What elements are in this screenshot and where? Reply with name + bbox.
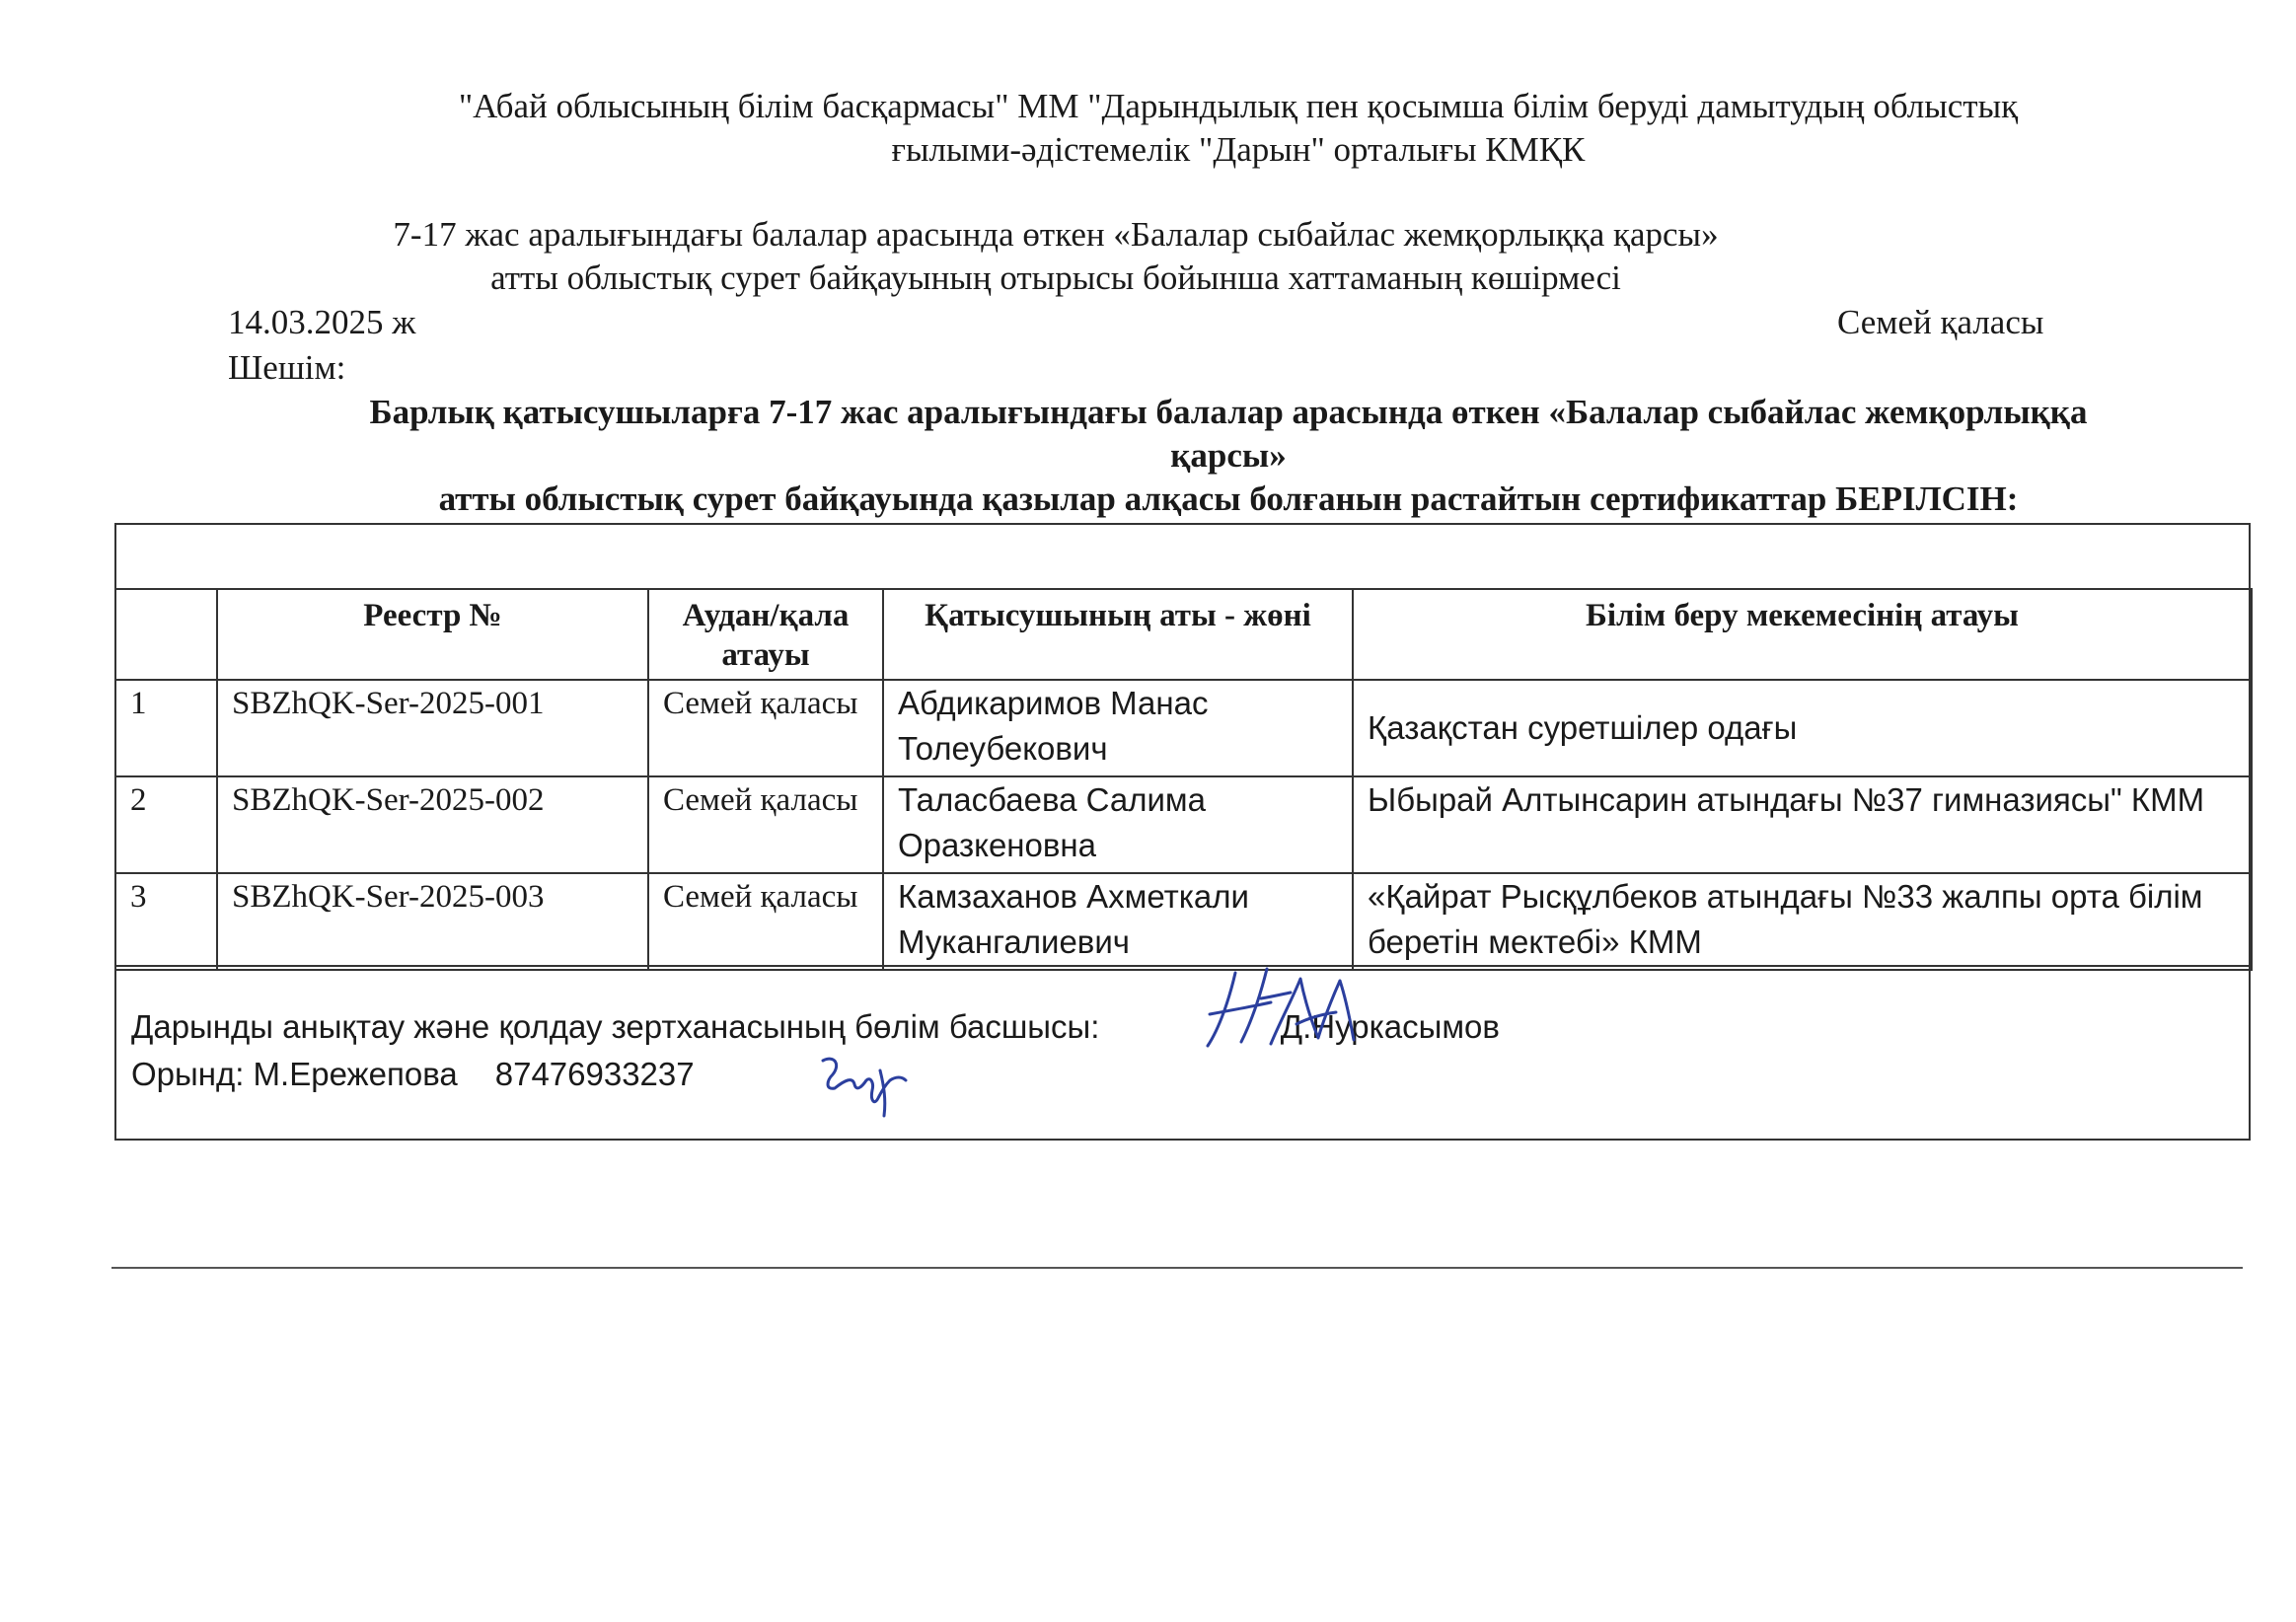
area-name: Семей қаласы: [648, 873, 883, 970]
executor-line: [131, 1056, 695, 1093]
participant-name: Камзаханов Ахметкали Мукангалиевич: [883, 873, 1353, 970]
institution-name: Ыбырай Алтынсарин атындағы №37 гимназиясы" КММ: [1353, 776, 2252, 873]
registry-number: SBZhQK-Ser-2025-001: [217, 680, 648, 776]
organization-line-2: ғылыми-әдістемелік "Дарын" орталығы КМҚК: [891, 130, 1586, 169]
registry-number: SBZhQK-Ser-2025-003: [217, 873, 648, 970]
table-top-band: [114, 523, 2251, 590]
row-number: 3: [115, 873, 217, 970]
executor-phone: 87476933237: [494, 1056, 695, 1092]
table-row: [115, 776, 2252, 873]
decision-line-2: қарсы»: [1170, 436, 1287, 475]
row-number: 1: [115, 680, 217, 776]
column-header-area: Аудан/қала атауы: [648, 589, 883, 680]
area-name: Семей қаласы: [648, 680, 883, 776]
area-name: Семей қаласы: [648, 776, 883, 873]
participant-name: Абдикаримов Манас Толеубекович: [883, 680, 1353, 776]
institution-name: «Қайрат Рысқұлбеков атындағы №33 жалпы орта білім беретін мектебі» КММ: [1353, 873, 2252, 970]
executor-label: Орынд: М.Ережепова: [131, 1056, 458, 1092]
executor-signature-icon: [815, 1051, 914, 1120]
organization-heading: [178, 85, 2296, 172]
registry-number: SBZhQK-Ser-2025-002: [217, 776, 648, 873]
institution-name: Қазақстан суретшілер одағы: [1353, 680, 2252, 776]
decision-label: Шешім:: [228, 348, 346, 387]
column-header-participant: Қатысушының аты - жөні: [883, 589, 1353, 680]
head-signature-icon: [1202, 959, 1360, 1058]
decision-text: [266, 391, 2190, 521]
document-title: [178, 213, 1934, 300]
department-head-name: Д.Нуркасымов: [1280, 1008, 1500, 1045]
table-row: [115, 873, 2252, 970]
column-header-institution: Білім беру мекемесінің атауы: [1353, 589, 2252, 680]
department-head-label: Дарынды анықтау және қолдау зертханасының бөлім басшысы:: [131, 1008, 1100, 1045]
decision-line-1: Барлық қатысушыларға 7-17 жас аралығындағы балалар арасында өткен «Балалар сыбайлас жемқорлыққа: [369, 393, 2088, 431]
row-number: 2: [115, 776, 217, 873]
title-line-1: 7-17 жас аралығындағы балалар арасында өткен «Балалар сыбайлас жемқорлыққа қарсы»: [393, 215, 1719, 254]
document-date: 14.03.2025 ж: [228, 303, 416, 341]
document-city: Семей қаласы: [1837, 303, 2044, 341]
decision-line-3: атты облыстық сурет байқауында қазылар алқасы болғанын растайтын сертификаттар БЕРІЛСІН:: [438, 479, 2019, 518]
certificate-registry-table: [114, 588, 2253, 971]
participant-name: Таласбаева Салима Оразкеновна: [883, 776, 1353, 873]
signature-block: [114, 965, 2251, 1141]
table-row: [115, 680, 2252, 776]
column-header-registry: Реестр №: [217, 589, 648, 680]
organization-line-1: "Абай облысының білім басқармасы" ММ "Дарындылық пен қосымша білім беруді дамытудың облыстық: [458, 87, 2019, 125]
title-line-2: атты облыстық сурет байқауының отырысы бойынша хаттаманың көшірмесі: [490, 258, 1621, 297]
bottom-divider: [111, 1267, 2243, 1269]
column-header-index: [115, 589, 217, 680]
table-header-row: [115, 589, 2252, 680]
